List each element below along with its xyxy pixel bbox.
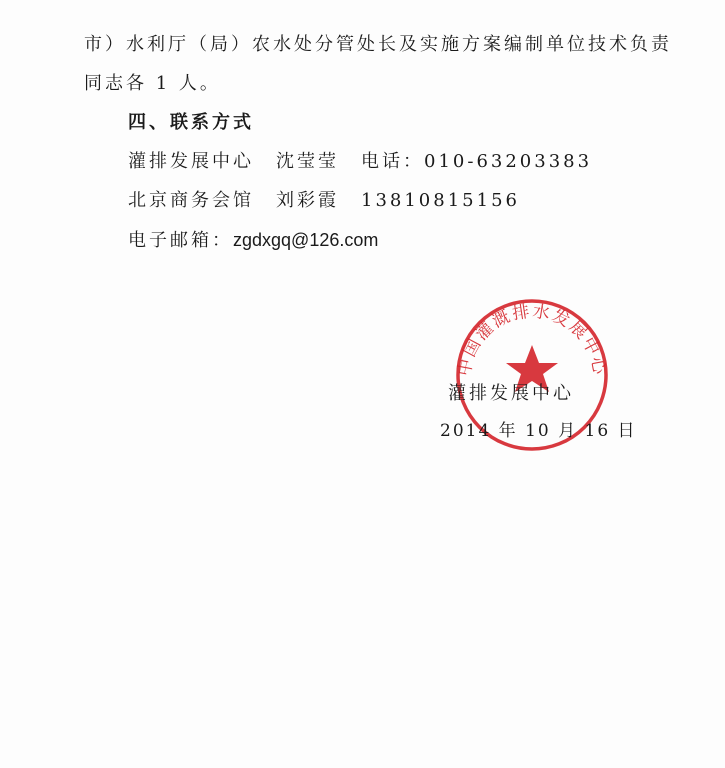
contact-org: 北京商务会馆 bbox=[128, 190, 254, 211]
contact-name: 刘彩霞 bbox=[276, 190, 339, 211]
contact-name: 沈莹莹 bbox=[276, 151, 339, 172]
contact-row-1 bbox=[128, 151, 592, 173]
contact-org: 灌排发展中心 bbox=[128, 151, 254, 172]
signature-date: 2014 年 10 月 16 日 bbox=[440, 421, 637, 441]
body-line-1: 市）水利厅（局）农水处分管处长及实施方案编制单位技术负责 bbox=[84, 34, 672, 55]
contact-phone: 电话：010-63203383 bbox=[361, 151, 593, 172]
contact-row-2 bbox=[128, 190, 520, 212]
contact-phone: 13810815156 bbox=[361, 190, 520, 211]
seal-text: 中国灌溉排水发展中心 bbox=[454, 301, 610, 378]
body-line-2: 同志各 1 人。 bbox=[84, 73, 221, 94]
email-label: 电子邮箱： bbox=[128, 230, 233, 251]
email-row bbox=[128, 229, 378, 252]
email-value: zgdxgq@126.com bbox=[233, 230, 379, 250]
section-heading-contact: 四、联系方式 bbox=[128, 112, 254, 133]
signature-org: 灌排发展中心 bbox=[448, 383, 574, 404]
